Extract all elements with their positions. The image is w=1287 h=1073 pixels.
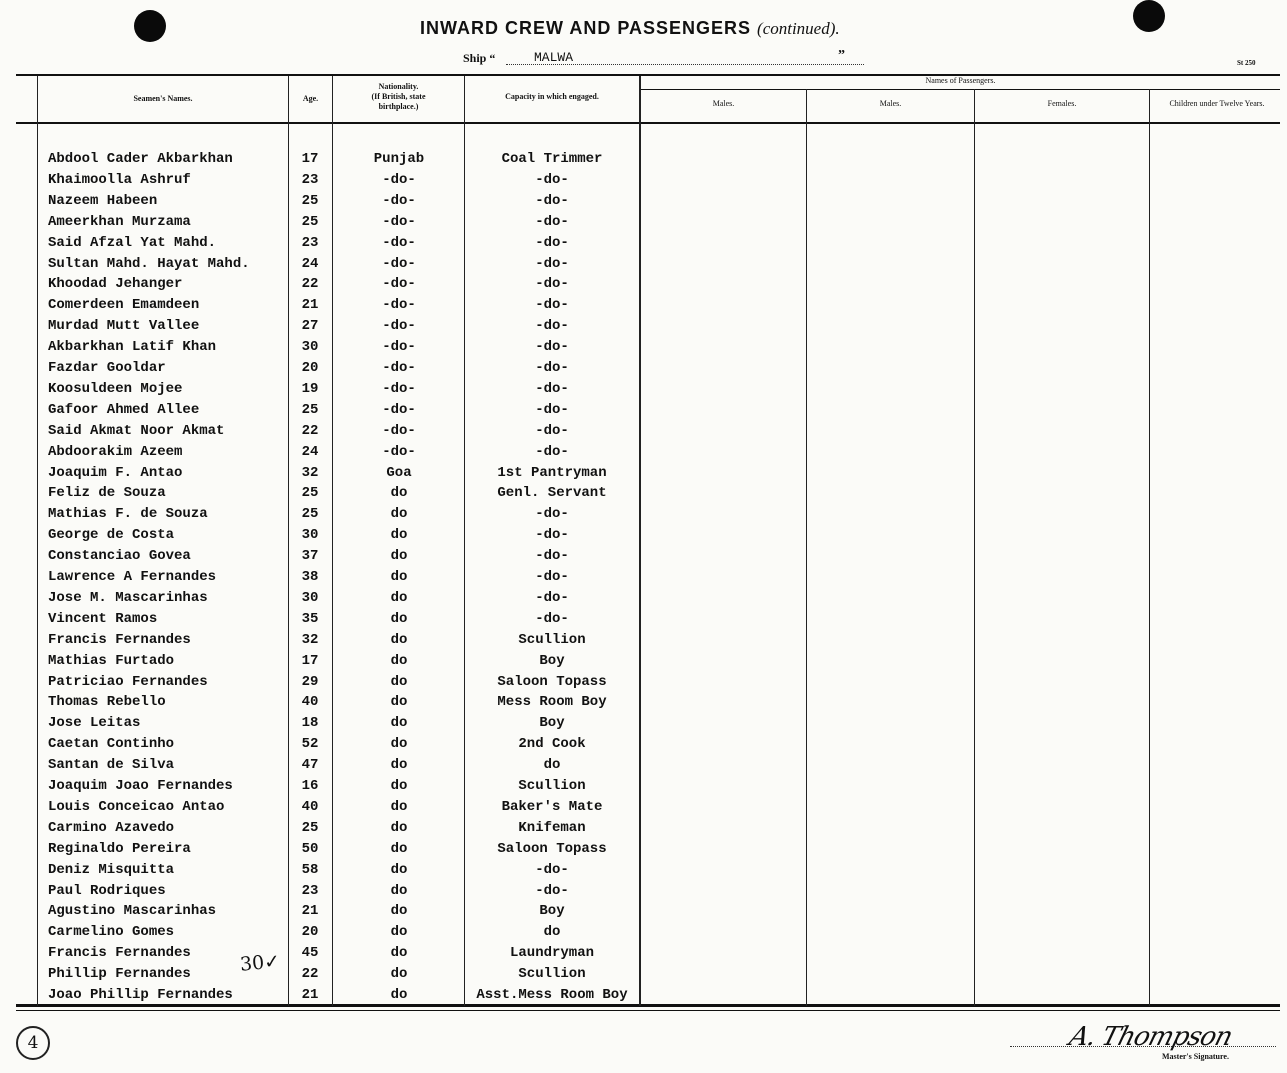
crew-age: 22 [301, 422, 319, 439]
crew-capacity: do [543, 757, 561, 774]
crew-capacity: Scullion [518, 631, 586, 648]
table-row [0, 841, 640, 861]
crew-capacity: -do- [535, 276, 569, 293]
crew-nationality: -do- [382, 255, 416, 272]
crew-age: 22 [301, 276, 319, 293]
table-row [0, 966, 640, 986]
crew-age: 17 [301, 652, 319, 669]
crew-name: Said Akmat Noor Akmat [48, 422, 225, 439]
crew-name: Said Afzal Yat Mahd. [48, 234, 217, 251]
table-row [0, 903, 640, 923]
crew-nationality: do [390, 527, 408, 544]
crew-capacity: Genl. Servant [497, 485, 607, 502]
crew-nationality: do [390, 987, 408, 1003]
crew-age: 16 [301, 778, 319, 794]
crew-nationality: do [390, 736, 408, 753]
crew-nationality: -do- [382, 339, 416, 356]
page-title [420, 18, 840, 39]
table-row [0, 632, 640, 652]
crew-age: 30 [301, 339, 319, 356]
header-children: Children under Twelve Years. [1169, 99, 1265, 108]
crew-nationality: -do- [382, 192, 416, 209]
crew-nationality: do [390, 840, 408, 857]
crew-age: 32 [301, 631, 319, 648]
crew-capacity: Scullion [518, 966, 586, 983]
table-row [0, 945, 640, 965]
crew-age: 19 [301, 380, 319, 397]
ship-name: MALWA [506, 50, 864, 65]
col-divider [974, 89, 975, 1006]
table-row [0, 402, 640, 422]
crew-age: 17 [301, 151, 319, 167]
col-divider [806, 89, 807, 1006]
crew-name: Khaimoolla Ashruf [48, 171, 191, 188]
crew-capacity: Baker's Mate [501, 798, 603, 815]
crew-name: Koosuldeen Mojee [48, 380, 183, 397]
crew-age: 32 [301, 464, 319, 481]
crew-age: 20 [301, 360, 319, 376]
crew-age: 27 [301, 318, 319, 335]
crew-capacity: Scullion [518, 778, 586, 794]
crew-name: Joao Phillip Fernandes [48, 987, 233, 1003]
crew-name: Francis Fernandes [48, 945, 191, 962]
crew-age: 24 [301, 443, 319, 460]
crew-nationality: do [390, 715, 408, 732]
crew-name: Joaquim Joao Fernandes [48, 778, 233, 794]
table-row [0, 506, 640, 526]
crew-nationality: do [390, 757, 408, 774]
crew-age: 21 [301, 297, 319, 314]
crew-name: Patriciao Fernandes [48, 673, 208, 690]
crew-nationality: do [390, 506, 408, 523]
crew-capacity: -do- [535, 861, 569, 878]
crew-age: 58 [301, 861, 319, 878]
table-row [0, 883, 640, 903]
crew-age: 23 [301, 171, 319, 188]
header-nationality-line1: Nationality. [378, 82, 419, 91]
header-nationality-line2: (If British, state [371, 92, 426, 101]
crew-name: Louis Conceicao Antao [48, 798, 225, 815]
crew-capacity: Boy [539, 652, 565, 669]
crew-name: Murdad Mutt Vallee [48, 318, 200, 335]
header-seamen-names: Seamen's Names. [133, 94, 193, 103]
crew-name: Feliz de Souza [48, 485, 166, 502]
table-row [0, 694, 640, 714]
crew-nationality: do [390, 903, 408, 920]
crew-nationality: -do- [382, 401, 416, 418]
crew-nationality: -do- [382, 213, 416, 230]
crew-name: Carmino Azavedo [48, 819, 175, 836]
table-row [0, 862, 640, 882]
table-row [0, 653, 640, 673]
table-row [0, 611, 640, 631]
crew-name: George de Costa [48, 527, 175, 544]
table-row [0, 569, 640, 589]
crew-age: 23 [301, 882, 319, 899]
crew-nationality: do [390, 652, 408, 669]
table-row [0, 235, 640, 255]
crew-nationality: do [390, 673, 408, 690]
crew-name: Thomas Rebello [48, 694, 166, 711]
table-row [0, 172, 640, 192]
crew-name: Paul Rodriques [48, 882, 166, 899]
title-suffix: (continued). [757, 19, 840, 38]
crew-nationality: -do- [382, 380, 416, 397]
crew-capacity: do [543, 924, 561, 941]
crew-name: Jose M. Mascarinhas [48, 589, 208, 606]
table-row [0, 465, 640, 485]
table-row [0, 548, 640, 568]
crew-age: 25 [301, 506, 319, 523]
crew-nationality: -do- [382, 171, 416, 188]
crew-capacity: -do- [535, 569, 569, 585]
crew-name: Jose Leitas [48, 715, 141, 732]
crew-name: Francis Fernandes [48, 631, 191, 648]
table-row [0, 736, 640, 756]
table-row [0, 485, 640, 505]
crew-nationality: do [390, 589, 408, 606]
table-row [0, 151, 640, 171]
crew-name: Caetan Continho [48, 736, 175, 753]
header-capacity: Capacity in which engaged. [505, 92, 599, 101]
crew-capacity: -do- [535, 192, 569, 209]
crew-name: Gafoor Ahmed Allee [48, 401, 200, 418]
crew-capacity: Coal Trimmer [501, 151, 603, 167]
table-row [0, 715, 640, 735]
header-nationality [333, 82, 464, 112]
margin-annotation: 30✓ [239, 950, 281, 976]
crew-nationality: do [390, 778, 408, 794]
table-row [0, 778, 640, 798]
crew-capacity: -do- [535, 339, 569, 356]
table-row [0, 214, 640, 234]
crew-age: 38 [301, 569, 319, 585]
crew-age: 47 [301, 757, 319, 774]
master-signature: A. Thompson [1065, 1022, 1236, 1052]
crew-nationality: -do- [382, 318, 416, 335]
crew-capacity: -do- [535, 255, 569, 272]
page-number-circle: 4 [16, 1026, 50, 1060]
crew-age: 35 [301, 610, 319, 627]
crew-capacity: -do- [535, 401, 569, 418]
crew-age: 21 [301, 903, 319, 920]
signature-label: Master's Signature. [1162, 1052, 1229, 1061]
table-row [0, 799, 640, 819]
crew-age: 20 [301, 924, 319, 941]
crew-nationality: Punjab [373, 151, 425, 167]
crew-nationality: do [390, 945, 408, 962]
crew-capacity: -do- [535, 506, 569, 523]
table-row [0, 757, 640, 777]
crew-age: 23 [301, 234, 319, 251]
header-nationality-line3: birthplace.) [378, 102, 419, 111]
crew-capacity: -do- [535, 422, 569, 439]
crew-nationality: do [390, 798, 408, 815]
crew-name: Vincent Ramos [48, 610, 158, 627]
crew-capacity: -do- [535, 234, 569, 251]
crew-name: Mathias F. de Souza [48, 506, 208, 523]
crew-name: Comerdeen Emamdeen [48, 297, 200, 314]
crew-nationality: do [390, 485, 408, 502]
crew-name: Reginaldo Pereira [48, 840, 191, 857]
header-females: Females. [1047, 99, 1077, 108]
col-divider [1149, 89, 1150, 1006]
table-row [0, 360, 640, 380]
punch-hole-left [134, 10, 166, 42]
crew-name: Abdool Cader Akbarkhan [48, 151, 233, 167]
table-row [0, 444, 640, 464]
crew-name: Deniz Misquitta [48, 861, 175, 878]
crew-age: 40 [301, 694, 319, 711]
crew-age: 40 [301, 798, 319, 815]
crew-age: 25 [301, 401, 319, 418]
crew-age: 25 [301, 485, 319, 502]
crew-name: Carmelino Gomes [48, 924, 175, 941]
crew-capacity: Laundryman [509, 945, 594, 962]
crew-capacity: -do- [535, 589, 569, 606]
crew-nationality: do [390, 548, 408, 565]
crew-capacity: -do- [535, 527, 569, 544]
crew-nationality: -do- [382, 297, 416, 314]
crew-capacity: Saloon Topass [497, 673, 607, 690]
crew-nationality: -do- [382, 443, 416, 460]
crew-nationality: do [390, 819, 408, 836]
header-age: Age. [302, 94, 319, 103]
crew-capacity: -do- [535, 610, 569, 627]
crew-age: 24 [301, 255, 319, 272]
crew-nationality: do [390, 861, 408, 878]
crew-name: Ameerkhan Murzama [48, 213, 191, 230]
crew-age: 37 [301, 548, 319, 565]
crew-capacity: -do- [535, 297, 569, 314]
crew-nationality: -do- [382, 360, 416, 376]
crew-age: 52 [301, 736, 319, 753]
crew-age: 22 [301, 966, 319, 983]
crew-nationality: do [390, 610, 408, 627]
crew-capacity: -do- [535, 380, 569, 397]
crew-nationality: do [390, 882, 408, 899]
crew-name: Santan de Silva [48, 757, 175, 774]
table-row [0, 381, 640, 401]
crew-nationality: do [390, 694, 408, 711]
crew-capacity: Knifeman [518, 819, 586, 836]
crew-capacity: 1st Pantryman [497, 464, 607, 481]
table-row [0, 674, 640, 694]
table-row [0, 423, 640, 443]
table-row [0, 256, 640, 276]
table-row [0, 339, 640, 359]
table-row [0, 924, 640, 944]
table-row [0, 193, 640, 213]
crew-name: Agustino Mascarinhas [48, 903, 217, 920]
header-males-2: Males. [879, 99, 902, 108]
crew-name: Mathias Furtado [48, 652, 175, 669]
table-row [0, 276, 640, 296]
table-row [0, 527, 640, 547]
crew-capacity: Boy [539, 903, 565, 920]
crew-nationality: -do- [382, 234, 416, 251]
crew-name: Lawrence A Fernandes [48, 569, 217, 585]
crew-age: 25 [301, 192, 319, 209]
crew-name: Fazdar Gooldar [48, 360, 166, 376]
crew-name: Joaquim F. Antao [48, 464, 183, 481]
crew-capacity: Asst.Mess Room Boy [476, 987, 628, 1003]
form-number: St 250 [1237, 59, 1256, 67]
crew-capacity: -do- [535, 882, 569, 899]
passengers-subrule [640, 89, 1280, 90]
bottom-rule-2 [16, 1010, 1280, 1011]
crew-capacity: -do- [535, 443, 569, 460]
crew-capacity: -do- [535, 360, 569, 376]
header-males-1: Males. [712, 99, 735, 108]
crew-capacity: Saloon Topass [497, 840, 607, 857]
crew-nationality: -do- [382, 422, 416, 439]
crew-nationality: do [390, 631, 408, 648]
ship-label: Ship “ [463, 51, 496, 65]
crew-age: 25 [301, 213, 319, 230]
crew-capacity: -do- [535, 318, 569, 335]
crew-name: Khoodad Jehanger [48, 276, 183, 293]
crew-name: Akbarkhan Latif Khan [48, 339, 217, 356]
table-row [0, 590, 640, 610]
crew-nationality: do [390, 966, 408, 983]
crew-capacity: -do- [535, 548, 569, 565]
crew-name: Abdoorakim Azeem [48, 443, 183, 460]
crew-capacity: -do- [535, 171, 569, 188]
crew-capacity: Mess Room Boy [497, 694, 607, 711]
crew-age: 29 [301, 673, 319, 690]
crew-age: 21 [301, 987, 319, 1003]
crew-age: 50 [301, 840, 319, 857]
table-row [0, 297, 640, 317]
ship-close-quote: ” [838, 48, 845, 63]
crew-capacity: Boy [539, 715, 565, 732]
crew-name: Nazeem Habeen [48, 192, 158, 209]
title-text: INWARD CREW AND PASSENGERS [420, 18, 752, 38]
crew-age: 30 [301, 527, 319, 544]
crew-age: 30 [301, 589, 319, 606]
crew-name: Sultan Mahd. Hayat Mahd. [48, 255, 250, 272]
crew-nationality: do [390, 924, 408, 941]
crew-name: Phillip Fernandes [48, 966, 191, 983]
crew-age: 45 [301, 945, 319, 962]
crew-nationality: Goa [386, 464, 412, 481]
table-row [0, 318, 640, 338]
crew-capacity: 2nd Cook [518, 736, 586, 753]
table-row [0, 987, 640, 1007]
crew-nationality: do [390, 569, 408, 585]
header-passengers: Names of Passengers. [925, 76, 996, 85]
header-bottom-rule [16, 122, 1280, 124]
crew-age: 25 [301, 819, 319, 836]
crew-nationality: -do- [382, 276, 416, 293]
punch-hole-right [1133, 0, 1165, 32]
table-row [0, 820, 640, 840]
crew-capacity: -do- [535, 213, 569, 230]
crew-age: 18 [301, 715, 319, 732]
crew-name: Constanciao Govea [48, 548, 191, 565]
